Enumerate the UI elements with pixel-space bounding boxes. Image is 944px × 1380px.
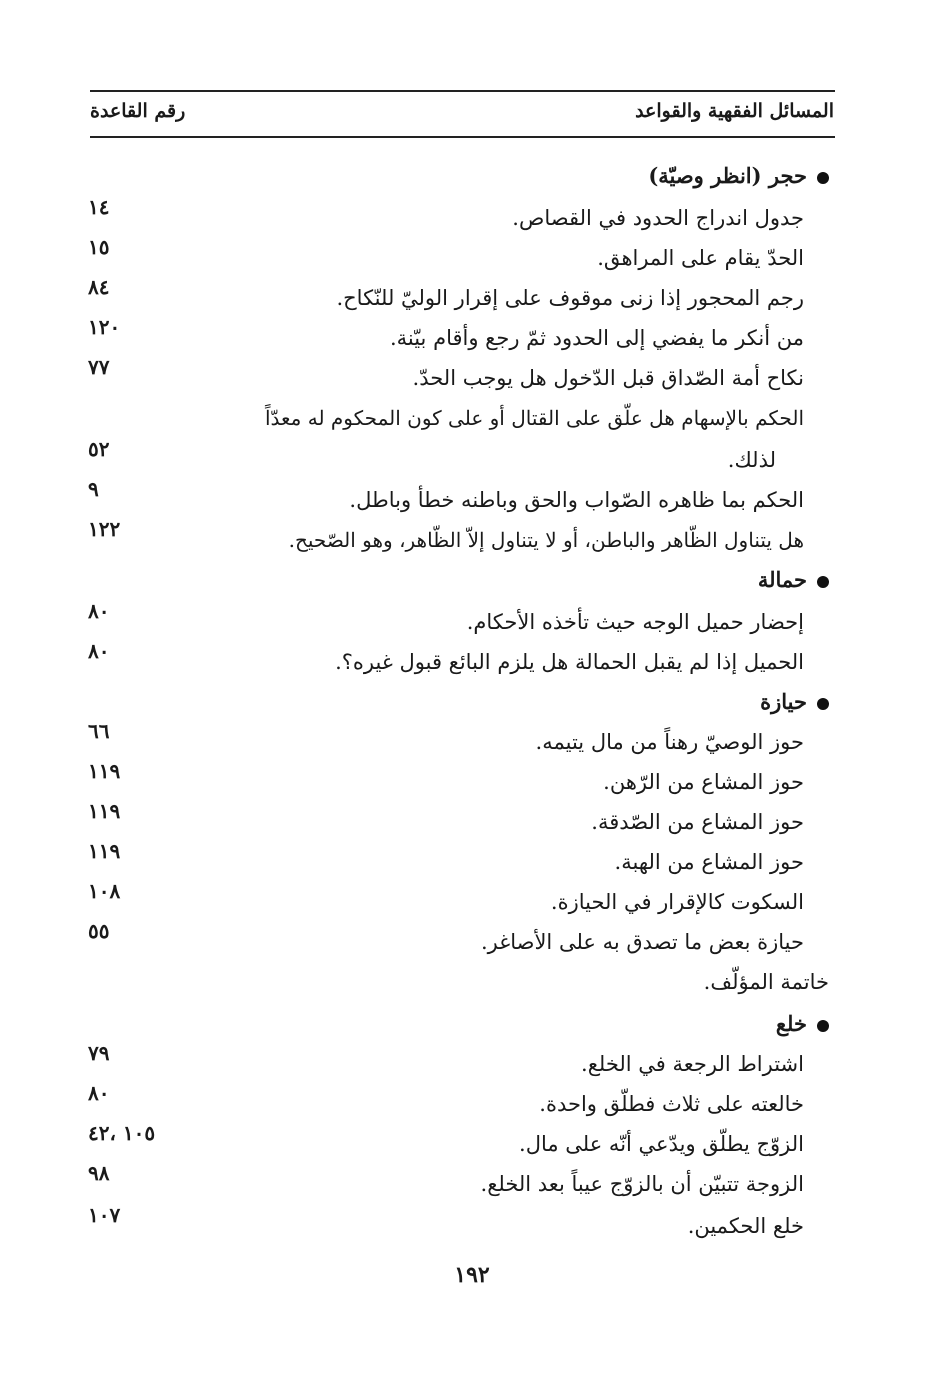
header-top-rule (90, 90, 835, 92)
entry-text: خالعته على ثلاث فطلّق واحدة. (539, 1092, 804, 1116)
rule-number: ١١٩ (88, 759, 121, 783)
index-row (0, 355, 944, 398)
index-row (0, 1121, 944, 1164)
section-heading (648, 156, 829, 196)
entry-text: الحكم بما ظاهره الصّواب والحق وباطنه خطأ وباطل. (349, 488, 804, 512)
section-heading-text: خلع (775, 1011, 807, 1036)
entry-text: الحدّ يقام على المراهق. (597, 246, 804, 270)
standalone-entry: خاتمة المؤلّف. (703, 970, 829, 994)
entry-text: نكاح أمة الصّداق قبل الدّخول هل يوجب الحدّ. (412, 366, 804, 390)
rule-number: ٩٨ (88, 1161, 110, 1185)
section-heading-row (0, 156, 944, 196)
index-row (0, 1203, 944, 1246)
section-heading (758, 560, 829, 600)
rule-number: ٦٦ (88, 719, 110, 743)
rule-number: ١٤ (88, 195, 110, 219)
index-row (0, 1161, 944, 1204)
index-row (0, 517, 944, 560)
entry-text: حوز المشاع من الهبة. (614, 850, 804, 874)
entry-text: من أنكر ما يفضي إلى الحدود ثمّ رجع وأقام بيّنة. (389, 326, 804, 350)
entry-text: الزوجة تتبيّن أن بالزوّج عيباً بعد الخلع. (480, 1172, 804, 1196)
rule-number: ٨٠ (88, 599, 110, 623)
rule-number: ١٠٨ (88, 879, 121, 903)
index-row (0, 398, 944, 438)
index-row (0, 235, 944, 278)
index-row (0, 759, 944, 802)
rule-number: ١٠٧ (88, 1203, 121, 1227)
entry-text-continuation: لذلك. (727, 448, 776, 472)
entry-text: إحضار حميل الوجه حيث تأخذه الأحكام. (466, 610, 804, 634)
index-row (0, 719, 944, 762)
entry-text: حوز المشاع من الرّهن. (603, 770, 804, 794)
section-heading-text: حمالة (757, 567, 807, 592)
rule-number: ٨٤ (88, 275, 110, 299)
section-heading-row (0, 682, 944, 722)
entry-text: هل يتناول الظّاهر والباطن، أو لا يتناول إلاّ الظّاهر، وهو الصّحيح. (288, 528, 804, 552)
index-row (0, 919, 944, 962)
rule-number: ١٥ (88, 235, 110, 259)
index-row (0, 315, 944, 358)
rule-number: ١٢٠ (88, 315, 121, 339)
bullet-icon (817, 698, 829, 710)
entry-text: الزوّج يطلّق ويدّعي أنّه على مال. (519, 1132, 804, 1156)
column-label: رقم القاعدة (90, 100, 186, 122)
section-heading-text: حيازة (760, 689, 807, 714)
section-heading-row (0, 1004, 944, 1044)
section-heading-text: حجر (انظر وصيّة) (648, 163, 807, 188)
rule-number: ٧٧ (88, 355, 110, 379)
section-heading (760, 682, 829, 722)
rule-number: ١١٩ (88, 839, 121, 863)
rule-number: ١١٩ (88, 799, 121, 823)
entry-text: الحميل إذا لم يقبل الحمالة هل يلزم البائع قبول غيره؟. (335, 650, 804, 674)
bullet-icon (817, 172, 829, 184)
rule-number: ٨٠ (88, 639, 110, 663)
index-row (0, 195, 944, 238)
entry-text: اشتراط الرجعة في الخلع. (581, 1052, 804, 1076)
entry-text: السكوت كالإقرار في الحيازة. (550, 890, 804, 914)
index-row (0, 437, 944, 480)
rule-number: ٩ (88, 477, 99, 501)
entry-text: حوز المشاع من الصّدقة. (591, 810, 804, 834)
index-row (0, 639, 944, 682)
entry-text: حيازة بعض ما تصدق به على الأصاغر. (480, 930, 804, 954)
index-row (0, 839, 944, 882)
page-number: ١٩٢ (454, 1262, 490, 1288)
index-row (0, 1041, 944, 1084)
rule-number: ١٢٢ (88, 517, 121, 541)
entry-text: رجم المحجور إذا زنى موقوف على إقرار الوليّ للنّكاح. (336, 286, 804, 310)
section-heading (776, 1004, 829, 1044)
rule-number: ٥٥ (88, 919, 110, 943)
rule-number: ٥٢ (88, 437, 110, 461)
index-row (0, 879, 944, 922)
entry-text: جدول اندراج الحدود في القصاص. (512, 206, 804, 230)
index-row (0, 799, 944, 842)
index-row (0, 477, 944, 520)
running-title: المسائل الفقهية والقواعد (635, 100, 834, 122)
header-bottom-rule (90, 136, 835, 138)
index-row (0, 275, 944, 318)
entry-text: الحكم بالإسهام هل علّق على القتال أو على كون المحكوم له معدّاً (264, 406, 804, 430)
rule-number: ١٠٥ ،٤٢ (88, 1121, 156, 1145)
entry-text: خلع الحكمين. (687, 1214, 804, 1238)
entry-text: حوز الوصيّ رهناً من مال يتيمه. (535, 730, 804, 754)
index-row (0, 599, 944, 642)
rule-number: ٨٠ (88, 1081, 110, 1105)
bullet-icon (817, 576, 829, 588)
bullet-icon (817, 1020, 829, 1032)
section-heading-row (0, 560, 944, 600)
index-row (0, 962, 944, 1002)
rule-number: ٧٩ (88, 1041, 110, 1065)
